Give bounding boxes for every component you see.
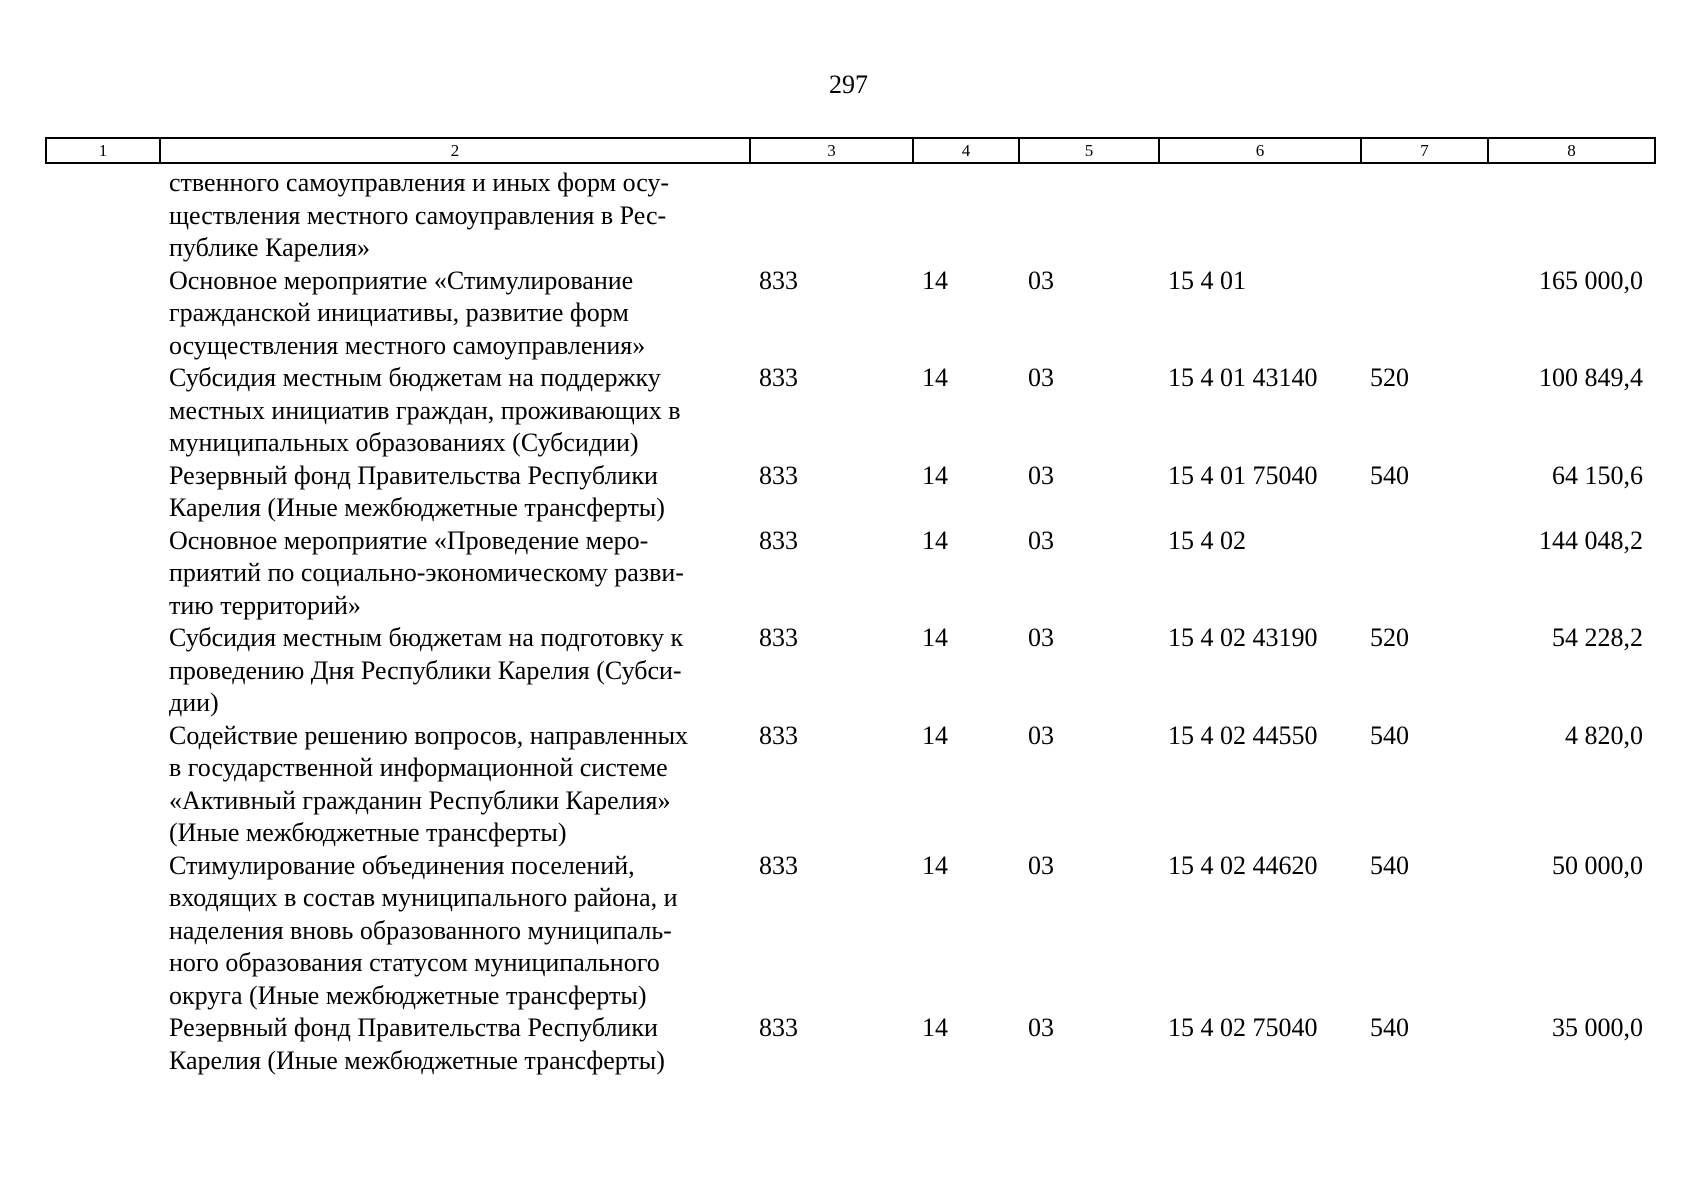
header-col-2: 2 <box>160 138 750 163</box>
expense-type-code: 540 <box>1370 1013 1409 1042</box>
item-name-line: Субсидия местным бюджетам на поддержку <box>169 363 661 392</box>
item-name-line: дии) <box>169 688 219 717</box>
item-name-line: ственного самоуправления и иных форм осу- <box>169 168 670 197</box>
section-code: 14 <box>922 720 948 750</box>
budget-table-body <box>45 167 1654 1077</box>
amount: 165 000,0 <box>1539 265 1643 295</box>
header-col-8: 8 <box>1488 138 1655 163</box>
department-code: 833 <box>759 850 798 880</box>
item-name-line: публике Карелия» <box>169 233 370 262</box>
table-row <box>45 167 1654 265</box>
section-code: 14 <box>922 363 948 392</box>
table-row <box>45 622 1654 720</box>
page-number: 297 <box>829 70 868 99</box>
column-number-header <box>45 137 1656 164</box>
department-code: 833 <box>759 525 798 555</box>
item-name-line: осуществления местного самоуправления» <box>169 330 646 360</box>
amount: 100 849,4 <box>1539 363 1643 392</box>
item-name-line: Карелия (Иные межбюджетные трансферты) <box>169 1045 665 1075</box>
item-name-line: Карелия (Иные межбюджетные трансферты) <box>169 493 665 522</box>
item-name <box>45 720 749 850</box>
expense-type-code: 540 <box>1370 460 1409 490</box>
table-row <box>45 850 1654 1013</box>
target-article-code: 15 4 02 43190 <box>1168 623 1318 652</box>
item-name-line: Стимулирование объединения поселений, <box>169 850 635 880</box>
item-name <box>45 525 749 623</box>
item-name <box>45 265 749 363</box>
item-name-line: Резервный фонд Правительства Республики <box>169 460 658 490</box>
item-name <box>45 850 749 1013</box>
department-code: 833 <box>759 363 798 392</box>
subsection-code: 03 <box>1028 460 1054 490</box>
item-name-line: гражданской инициативы, развитие форм <box>169 298 629 327</box>
subsection-code: 03 <box>1028 525 1054 555</box>
item-name-line: ного образования статусом муниципального <box>169 948 660 977</box>
amount <box>1487 167 1654 265</box>
item-name-line: проведению Дня Республики Карелия (Субси- <box>169 655 682 685</box>
table-row <box>45 265 1654 363</box>
amount: 54 228,2 <box>1552 623 1643 652</box>
amount: 50 000,0 <box>1552 850 1643 880</box>
table-row <box>45 362 1654 460</box>
expense-type-code: 520 <box>1370 623 1409 652</box>
item-name-line: тию территорий» <box>169 590 361 620</box>
item-name <box>45 622 749 720</box>
amount: 35 000,0 <box>1552 1013 1643 1042</box>
target-article-code: 15 4 02 44620 <box>1168 850 1318 880</box>
expense-type-code <box>1360 167 1487 265</box>
table-row <box>45 525 1654 623</box>
item-name-line: входящих в состав муниципального района, и <box>169 883 678 912</box>
subsection-code: 03 <box>1028 363 1054 392</box>
expense-type-code: 540 <box>1370 850 1409 880</box>
target-article-code: 15 4 01 75040 <box>1168 460 1318 490</box>
department-code: 833 <box>759 1013 798 1042</box>
table-row <box>45 720 1654 850</box>
subsection-code: 03 <box>1028 265 1054 295</box>
item-name-line: (Иные межбюджетные трансферты) <box>169 818 567 847</box>
department-code: 833 <box>759 265 798 295</box>
header-col-1: 1 <box>46 138 160 163</box>
department-code: 833 <box>759 720 798 750</box>
subsection-code: 03 <box>1028 1013 1054 1042</box>
header-col-5: 5 <box>1019 138 1159 163</box>
item-name-line: приятий по социально-экономическому разви- <box>169 558 684 587</box>
amount: 4 820,0 <box>1565 720 1643 750</box>
item-name-line: округа (Иные межбюджетные трансферты) <box>169 980 647 1010</box>
table-row <box>45 460 1654 525</box>
expense-type-code: 540 <box>1370 720 1409 750</box>
subsection-code <box>1018 167 1158 265</box>
item-name-line: ществления местного самоуправления в Рес- <box>169 200 667 230</box>
section-code: 14 <box>922 265 948 295</box>
target-article-code: 15 4 01 43140 <box>1168 363 1318 392</box>
table-row <box>45 1012 1654 1077</box>
section-code: 14 <box>922 1013 948 1042</box>
expense-type-code: 520 <box>1370 363 1409 392</box>
subsection-code: 03 <box>1028 850 1054 880</box>
item-name <box>45 362 749 460</box>
item-name-line: местных инициатив граждан, проживающих в <box>169 395 681 425</box>
section-code: 14 <box>922 850 948 880</box>
target-article-code: 15 4 02 <box>1168 525 1246 555</box>
section-code: 14 <box>922 525 948 555</box>
item-name-line: Резервный фонд Правительства Республики <box>169 1013 658 1042</box>
header-col-6: 6 <box>1159 138 1361 163</box>
item-name <box>45 1012 749 1077</box>
item-name <box>45 167 749 265</box>
section-code <box>912 167 1018 265</box>
header-col-7: 7 <box>1361 138 1488 163</box>
subsection-code: 03 <box>1028 720 1054 750</box>
item-name-line: наделения вновь образованного муниципаль- <box>169 915 672 945</box>
section-code: 14 <box>922 623 948 652</box>
item-name-line: в государственной информационной системе <box>169 753 668 782</box>
item-name-line: Основное мероприятие «Стимулирование <box>169 265 634 295</box>
header-col-4: 4 <box>913 138 1019 163</box>
amount: 64 150,6 <box>1552 460 1643 490</box>
item-name-line: муниципальных образованиях (Субсидии) <box>169 428 639 457</box>
item-name-line: Содействие решению вопросов, направленных <box>169 720 689 750</box>
expense-type-code <box>1360 525 1487 623</box>
target-article-code: 15 4 01 <box>1168 265 1246 295</box>
section-code: 14 <box>922 460 948 490</box>
subsection-code: 03 <box>1028 623 1054 652</box>
expense-type-code <box>1360 265 1487 363</box>
amount: 144 048,2 <box>1539 525 1643 555</box>
target-article-code: 15 4 02 75040 <box>1168 1013 1318 1042</box>
department-code: 833 <box>759 460 798 490</box>
budget-table <box>45 167 1654 1077</box>
department-code <box>749 167 912 265</box>
item-name-line: Основное мероприятие «Проведение меро- <box>169 525 649 555</box>
target-article-code: 15 4 02 44550 <box>1168 720 1318 750</box>
header-col-3: 3 <box>750 138 913 163</box>
target-article-code <box>1158 167 1360 265</box>
department-code: 833 <box>759 623 798 652</box>
item-name-line: Субсидия местным бюджетам на подготовку к <box>169 623 684 652</box>
item-name-line: «Активный гражданин Республики Карелия» <box>169 785 671 815</box>
item-name <box>45 460 749 525</box>
